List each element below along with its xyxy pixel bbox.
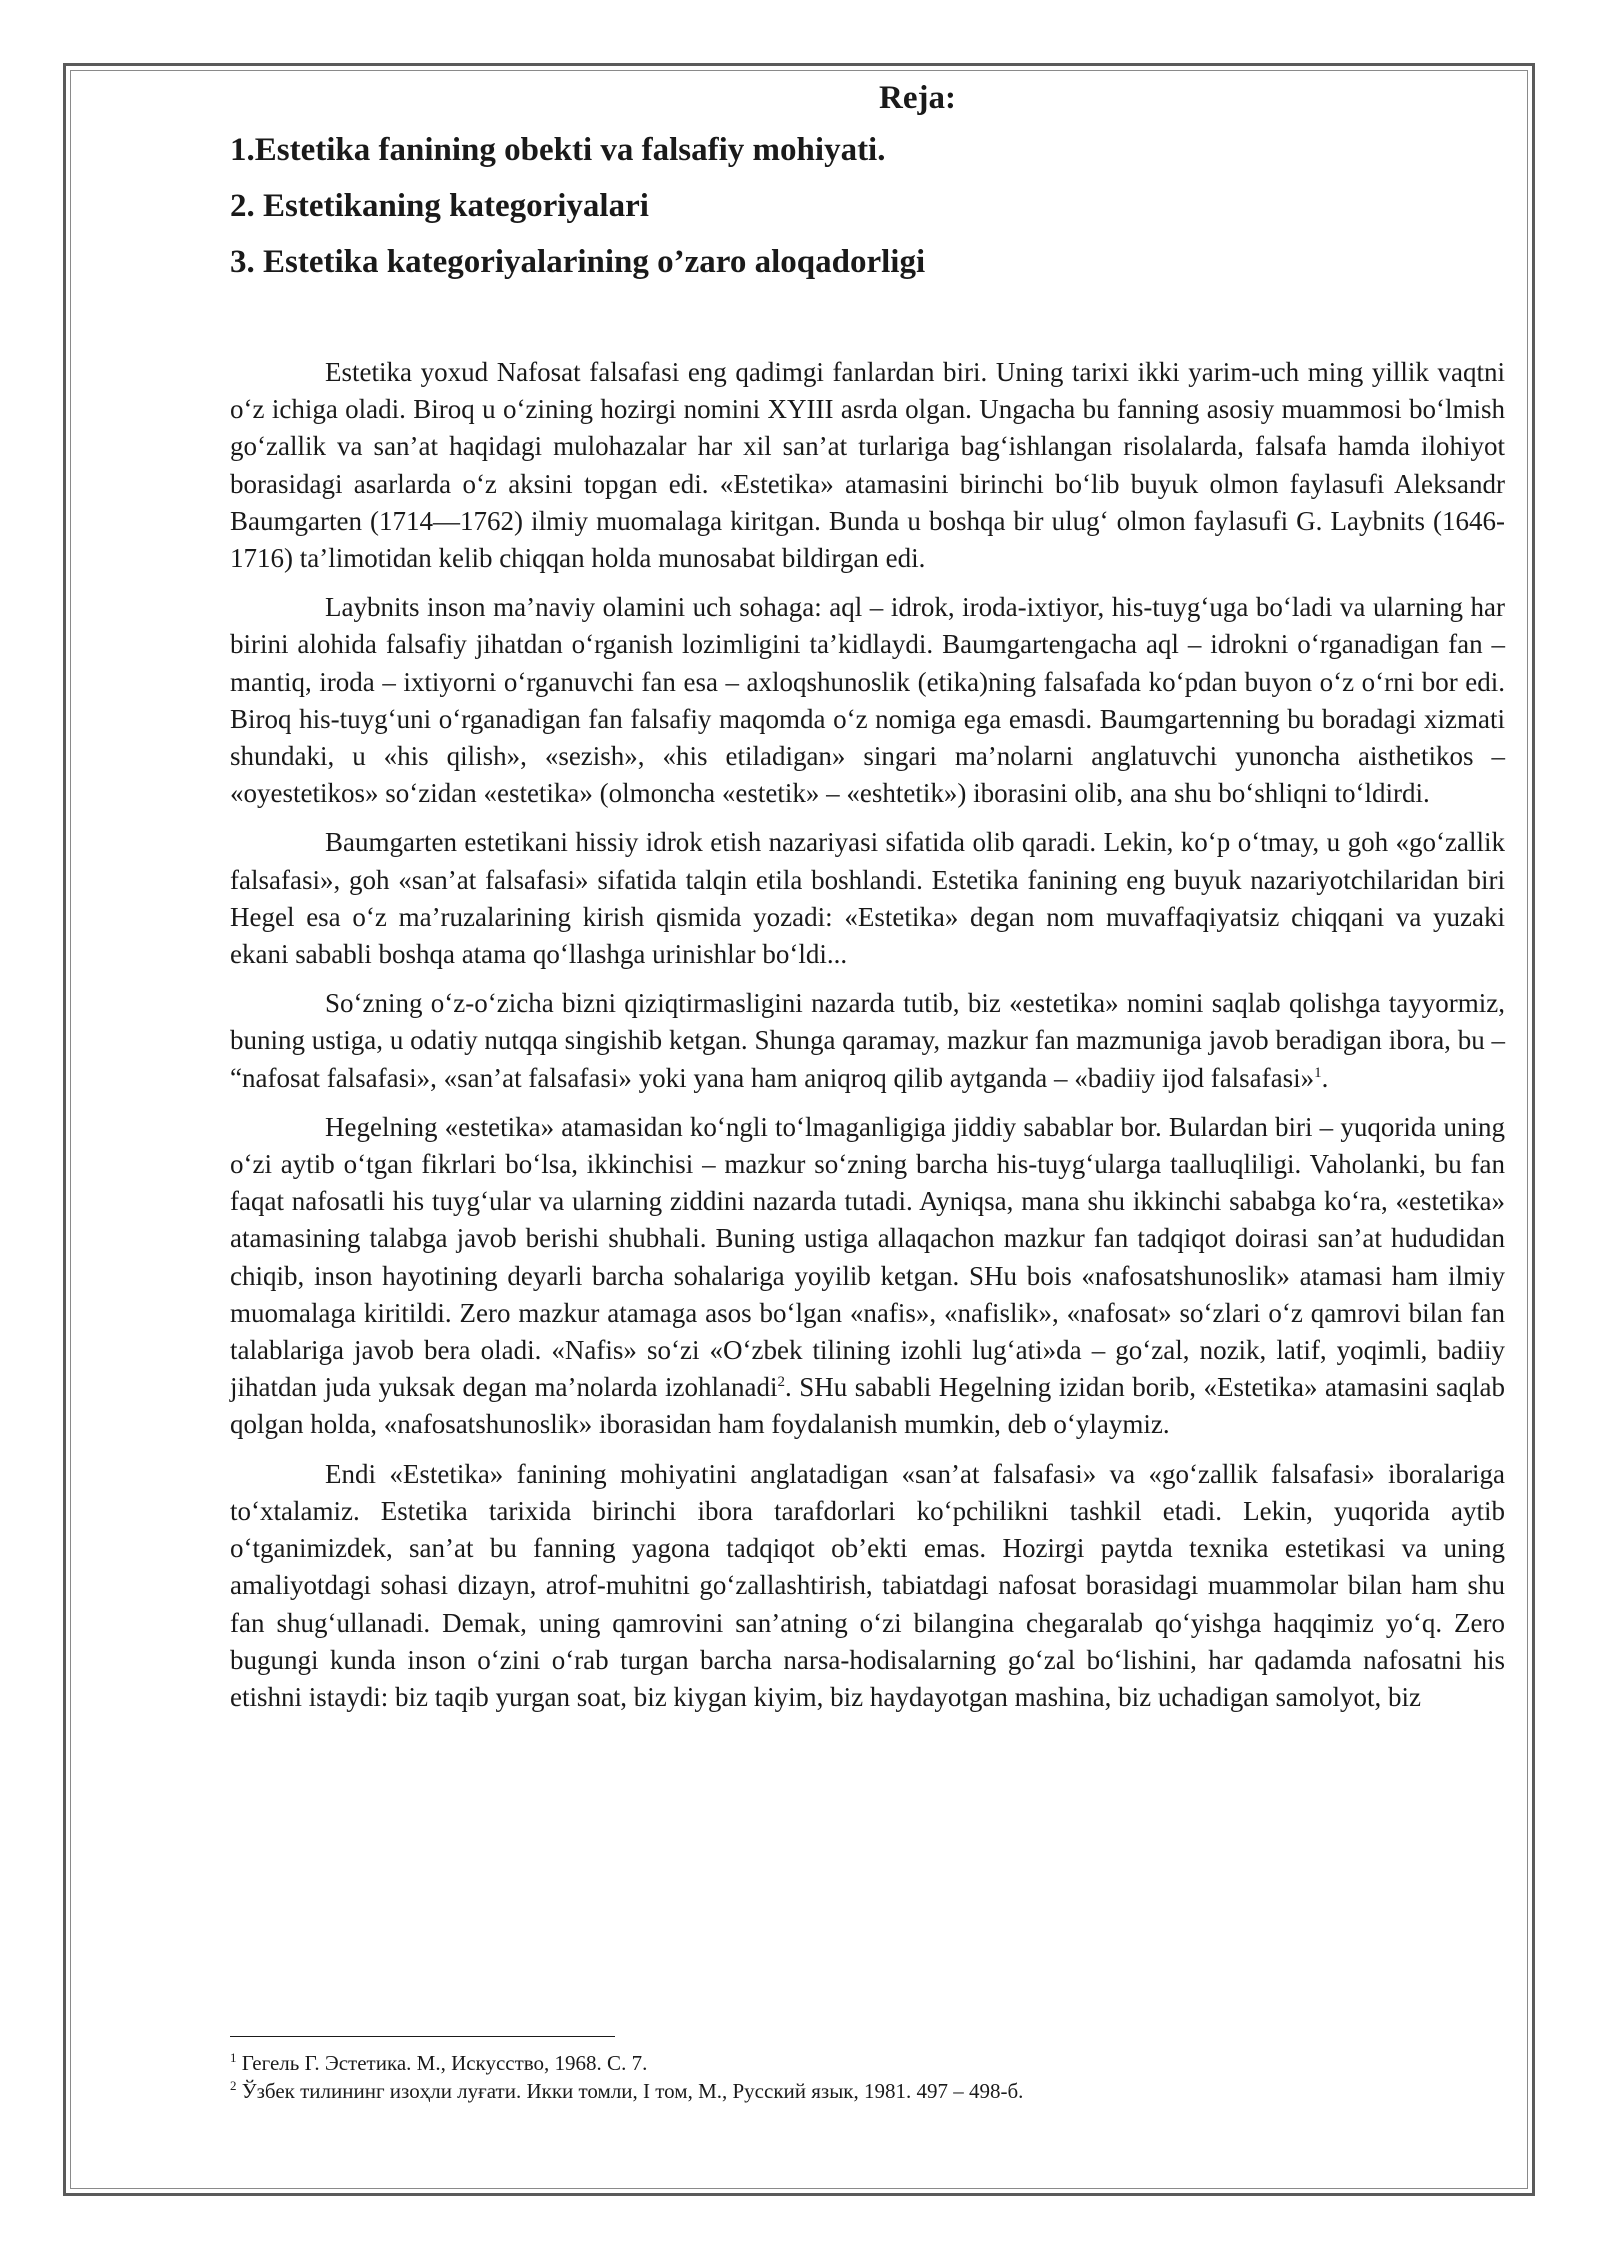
footnote-ref-2[interactable]: 2	[777, 1374, 785, 1391]
footnote-text: Гегель Г. Эстетика. М., Искусство, 1968. С. 7.	[236, 2051, 648, 2075]
paragraph-1	[230, 354, 1505, 577]
paragraph-4	[230, 985, 1505, 1097]
paragraph-text: Hegelning «estetika» atamasidan ko‘ngli to‘lmaganligiga jiddiy sabablar bor. Bulardan biri – yuqorida uning o‘zi aytib o‘tgan fikrlari bo‘lsa, ikkinchisi – mazkur so‘zning barcha his-tuyg‘ularga taalluqliligi. Vaholanki, bu fan faqat nafosatli his tuyg‘ular va ularning ziddini nazarda tutadi. Ayniqsa, mana shu ikkinchi sababga ko‘ra, «estetika» atamasining talabga javob berishi shubhali. Buning ustiga allaqachon mazkur fan tadqiqot doirasi san’at hududidan chiqib, inson hayotining deyarli barcha sohalariga yoyilib ketgan. SHu bois «nafosatshunoslik» atamasi ham ilmiy muomalaga kiritildi. Zero mazkur atamaga asos bo‘lgan «nafis», «nafislik», «nafosat» so‘zlari o‘z qamrovi bilan fan talablariga javob bera oladi. «Nafis» so‘zi «O‘zbek tilining izohli lug‘ati»da – go‘zal, nozik, latif, yoqimli, badiiy jihatdan juda yuksak degan ma’nolarda izohlanadi	[230, 1111, 1505, 1403]
plan-item-2: 2. Estetikaning kategoriyalari	[230, 188, 649, 224]
footnote-marker: 2	[230, 2078, 237, 2093]
footnote-1	[230, 2049, 1505, 2077]
plan-item-3: 3. Estetika kategoriyalarining o’zaro aloqadorligi	[230, 244, 926, 280]
footnote-text: Ўзбек тилининг изоҳли луғати. Икки томли, I том, М., Русский язык, 1981. 497 – 498-б.	[236, 2079, 1024, 2103]
paragraph-text: Endi «Estetika» fanining mohiyatini anglatadigan «san’at falsafasi» va «go‘zallik falsafasi» iboralariga to‘xtalamiz. Estetika tarixida birinchi ibora tarafdorlari ko‘pchilikni tashkil etadi. Lekin, yuqorida aytib o‘tganimizdek, san’at bu fanning yagona tadqiqot ob’ekti emas. Hozirgi paytda texnika estetikasi va uning amaliyotdagi sohasi dizayn, atrof-muhitni go‘zallashtirish, tabiatdagi nafosat borasidagi muammolar bilan ham shu fan shug‘ullanadi. Demak, uning qamrovini san’atning o‘zi bilangina chegaralab qo‘yishga haqqimiz yo‘q. Zero bugungi kunda inson o‘zini o‘rab turgan barcha narsa-hodisalarning go‘zal bo‘lishini, har qadamda nafosatni his etishni istaydi: biz taqib yurgan soat, biz kiygan kiyim, biz haydayotgan mashina, biz uchadigan samolyot, biz	[230, 1458, 1505, 1712]
plan-title: Reja:	[879, 80, 956, 116]
footnote-marker: 1	[230, 2050, 237, 2065]
paragraph-text: So‘zning o‘z-o‘zicha bizni qiziqtirmasligini nazarda tutib, biz «estetika» nomini saqlab qolishga tayyormiz, buning ustiga, u odatiy nutqqa singishib ketgan. Shunga qaramay, mazkur fan mazmuniga javob beradigan ibora, bu – “nafosat falsafasi», «san’at falsafasi» yoki yana ham aniqroq qilib aytganda – «badiiy ijod falsafasi»	[230, 988, 1505, 1093]
plan-item-1: 1.Estetika fanining obekti va falsafiy mohiyati.	[230, 132, 886, 168]
paragraph-tail: .	[1321, 1062, 1329, 1093]
document-body	[230, 78, 1505, 1728]
paragraph-3	[230, 824, 1505, 973]
footnote-2	[230, 2077, 1505, 2105]
paragraph-text: Estetika yoxud Nafosat falsafasi eng qadimgi fanlardan biri. Uning tarixi ikki yarim-uch ming yillik vaqtni o‘z ichiga oladi. Biroq u o‘zining hozirgi nomini XYIII asrda olgan. Ungacha bu fanning asosiy muammosi bo‘lmish go‘zallik va san’at haqidagi mulohazalar har xil san’at turlariga bag‘ishlangan risolalarda, falsafa hamda ilohiyot borasidagi asarlarda o‘z aksini topgan edi. «Estetika» atamasini birinchi bo‘lib buyuk olmon faylasufi Aleksandr Baumgarten (1714—1762) ilmiy muomalaga kiritgan. Bunda u boshqa bir ulug‘ olmon faylasufi G. Laybnits (1646-1716) ta’limotidan kelib chiqqan holda munosabat bildirgan edi.	[230, 357, 1505, 574]
paragraph-text: Laybnits inson ma’naviy olamini uch sohaga: aql – idrok, iroda-ixtiyor, his-tuyg‘uga bo‘ladi va ularning har birini alohida falsafiy jihatdan o‘rganish lozimligini ta’kidlaydi. Baumgartengacha aql – idrokni o‘rganadigan fan – mantiq, iroda – ixtiyorni o‘rganuvchi fan esa – axloqshunoslik (etika)ning falsafada ko‘pdan buyon o‘z o‘rni bor edi. Biroq his-tuyg‘uni o‘rganadigan fan falsafiy maqomda o‘z nomiga ega emasdi. Baumgartenning bu boradagi xizmati shundaki, u «his qilish», «sezish», «his etiladigan» singari ma’nolarni anglatuvchi yunoncha aisthetikos – «oyestetikos» so‘zidan «estetika» (olmoncha «estetik» – «eshtetik») iborasini olib, ana shu bo‘shliqni to‘ldirdi.	[230, 592, 1505, 809]
footnote-ref-1[interactable]: 1	[1314, 1064, 1322, 1081]
paragraph-2	[230, 589, 1505, 812]
footnote-separator	[230, 2036, 615, 2037]
paragraph-tail: . SHu sababli Hegelning izidan borib, «Estetika» atamasini saqlab qolgan holda, «nafosatshunoslik» iborasidan ham foydalanish mumkin, deb o‘ylaymiz.	[230, 1372, 1506, 1440]
paragraph-text: Baumgarten estetikani hissiy idrok etish nazariyasi sifatida olib qaradi. Lekin, ko‘p o‘tmay, u goh «go‘zallik falsafasi», goh «san’at falsafasi» sifatida talqin etila boshlandi. Estetika fanining eng buyuk nazariyotchilaridan biri Hegel esa o‘z ma’ruzalarining kirish qismida yozadi: «Estetika» degan nom muvaffaqiyatsiz chiqqani va yuzaki ekani sababli boshqa atama qo‘llashga urinishlar bo‘ldi...	[230, 827, 1505, 970]
paragraph-6	[230, 1456, 1505, 1716]
paragraph-5	[230, 1109, 1505, 1444]
footnotes	[230, 2049, 1505, 2105]
section-spacer	[230, 298, 1505, 354]
